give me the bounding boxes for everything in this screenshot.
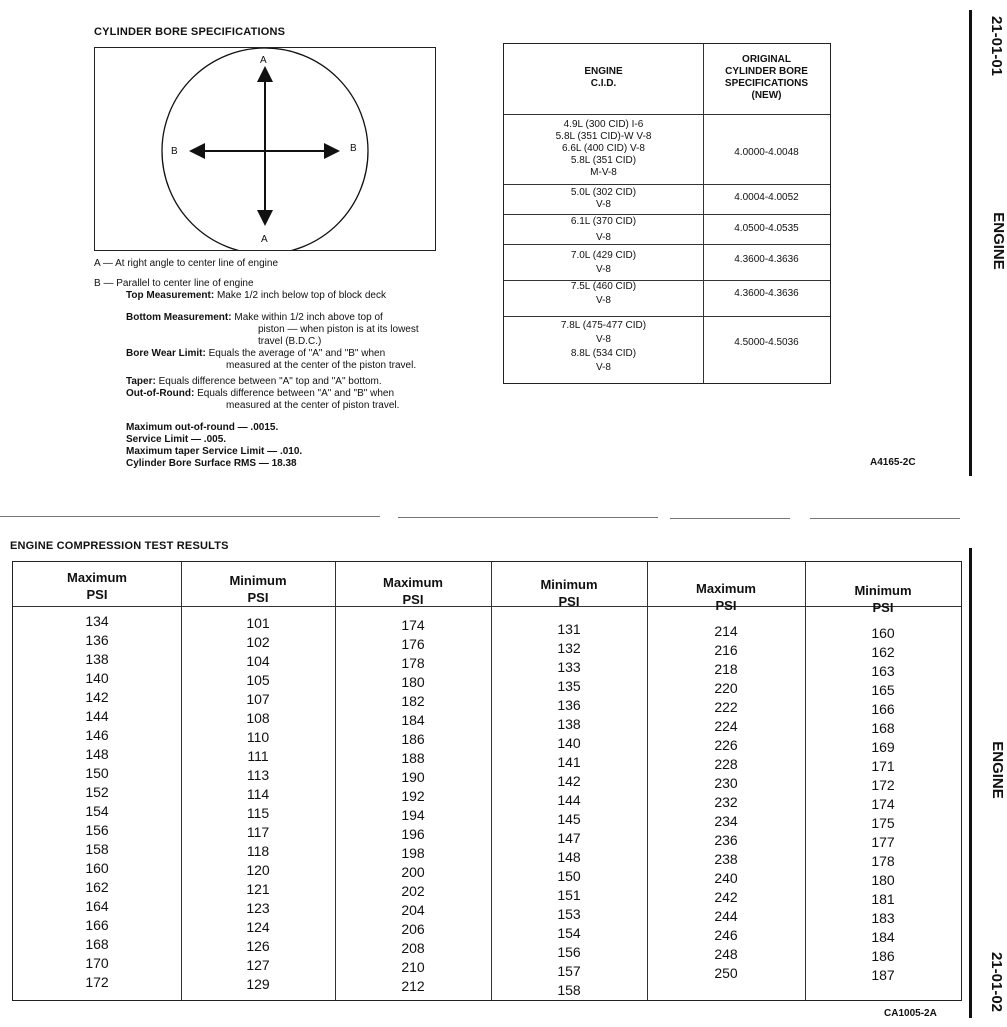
psi-value: 181 [871,891,895,907]
psi-value: 136 [557,697,581,713]
col-header-max-3: Maximum PSI [696,581,756,613]
note-taper: Taper: Equals difference between "A" top and "A" bottom. [126,376,382,387]
spec-row-engine: 4.9L (300 CID) I-6 5.8L (351 CID)-W V-8 6.6L (400 CID) V-8 5.8L (351 CID) M-V-8 [555,119,652,178]
psi-value: 150 [85,765,109,781]
psi-value: 145 [557,811,581,827]
psi-value: 198 [401,845,425,861]
psi-value: 168 [85,936,109,952]
psi-value: 114 [246,786,270,802]
psi-value: 102 [246,634,270,650]
psi-value: 117 [246,824,270,840]
psi-value: 131 [557,621,581,637]
spec-row-value: 4.3600-4.3636 [734,254,799,265]
spec-row-line [504,316,830,317]
psi-value: 136 [85,632,109,648]
psi-value: 157 [557,963,581,979]
psi-value: 194 [401,807,425,823]
note-out-of-round-2: measured at the center of piston travel. [226,400,400,411]
psi-value: 158 [557,982,581,998]
psi-value: 178 [401,655,425,671]
psi-value: 184 [871,929,895,945]
page-separator [0,516,380,517]
psi-value: 169 [871,739,895,755]
col-header-min-2: Minimum PSI [540,577,598,609]
psi-value: 142 [557,773,581,789]
psi-value: 120 [246,862,270,878]
note-bore-wear-limit-2: measured at the center of the piston travel. [226,360,417,371]
psi-value: 177 [871,834,895,850]
psi-value: 164 [85,898,109,914]
psi-value: 121 [246,881,270,897]
spec-row-engine: 7.5L (460 CID) V-8 [570,281,637,306]
psi-value: 104 [246,653,270,669]
note-out-of-round: Out-of-Round: Equals difference between "A" and "B" when [126,388,395,399]
psi-value: 172 [871,777,895,793]
psi-value: 200 [401,864,425,880]
psi-value: 175 [871,815,895,831]
spec-row-line [504,244,830,245]
compression-table [12,561,962,1001]
psi-value: 208 [401,940,425,956]
spec-row-line [504,114,830,115]
psi-value: 118 [246,843,270,859]
psi-value: 115 [246,805,270,821]
psi-value: 204 [401,902,425,918]
psi-value: 111 [247,748,269,764]
col-header-max-1: Maximum PSI [67,570,127,602]
psi-value: 214 [714,623,738,639]
psi-value: 166 [871,701,895,717]
psi-value: 165 [871,682,895,698]
spec-row-line [504,214,830,215]
bore-limits [126,422,486,472]
psi-value: 202 [401,883,425,899]
psi-value: 154 [557,925,581,941]
limit-max-out-of-round: Maximum out-of-round — .0015. [126,422,279,433]
label-a-bottom: A [261,234,268,245]
psi-value: 230 [714,775,738,791]
psi-value: 218 [714,661,738,677]
psi-value: 238 [714,851,738,867]
col-values-min-3 [805,624,961,985]
psi-value: 152 [85,784,109,800]
psi-value: 124 [246,919,270,935]
psi-value: 127 [246,957,270,973]
label-b-right: B [350,143,357,154]
side-engine-top: ENGINE [990,212,1007,270]
spec-row-value: 4.5000-4.5036 [734,337,799,348]
psi-value: 148 [85,746,109,762]
bore-notes [126,290,486,420]
compression-figure-code: CA1005-2A [884,1008,937,1019]
psi-value: 172 [85,974,109,990]
note-top-measurement: Top Measurement: Make 1/2 inch below top of block deck [126,290,386,301]
bore-spec-table [503,43,831,384]
psi-value: 182 [401,693,425,709]
bore-circle-diagram [95,48,435,250]
psi-value: 144 [85,708,109,724]
psi-value: 158 [85,841,109,857]
psi-value: 244 [714,908,738,924]
limit-service: Service Limit — .005. [126,434,227,445]
psi-value: 180 [871,872,895,888]
psi-value: 192 [401,788,425,804]
psi-value: 220 [714,680,738,696]
note-bottom-measurement-2: piston — when piston is at its lowest [258,324,419,335]
side-rule-top [969,10,972,476]
col-header-max-2: Maximum PSI [383,575,443,607]
bore-legend [94,258,474,288]
psi-value: 147 [557,830,581,846]
col-values-max-1 [13,612,181,992]
note-bottom-measurement: Bottom Measurement: Make within 1/2 inch above top of [126,312,383,323]
psi-value: 224 [714,718,738,734]
psi-value: 178 [871,853,895,869]
psi-value: 142 [85,689,109,705]
psi-value: 154 [85,803,109,819]
psi-value: 141 [557,754,581,770]
spec-row-value: 4.3600-4.3636 [734,288,799,299]
psi-value: 188 [401,750,425,766]
psi-value: 210 [401,959,425,975]
psi-value: 105 [246,672,270,688]
psi-value: 187 [871,967,895,983]
psi-value: 234 [714,813,738,829]
col-values-max-3 [647,622,805,983]
psi-value: 250 [714,965,738,981]
psi-value: 138 [557,716,581,732]
psi-value: 126 [246,938,270,954]
limit-surface-rms: Cylinder Bore Surface RMS — 18.38 [126,458,297,469]
col-header-min-1: Minimum PSI [229,573,287,605]
psi-value: 186 [871,948,895,964]
psi-value: 129 [246,976,270,992]
psi-value: 196 [401,826,425,842]
header-engine: ENGINE C.I.D. [584,66,623,89]
spec-row-value: 4.0500-4.0535 [734,223,799,234]
compression-title: ENGINE COMPRESSION TEST RESULTS [10,540,229,552]
label-a-top: A [260,55,267,66]
side-rule-bottom [969,548,972,1018]
spec-row-engine: 6.1L (370 CID) V-8 [570,216,637,243]
psi-value: 153 [557,906,581,922]
psi-value: 160 [85,860,109,876]
legend-b: B — Parallel to center line of engine [94,278,254,289]
note-bottom-measurement-3: travel (B.D.C.) [258,336,322,347]
psi-value: 101 [246,615,270,631]
psi-value: 228 [714,756,738,772]
page-separator [398,517,658,518]
psi-value: 146 [85,727,109,743]
limit-max-taper: Maximum taper Service Limit — .010. [126,446,303,457]
psi-value: 148 [557,849,581,865]
psi-value: 174 [871,796,895,812]
psi-value: 184 [401,712,425,728]
psi-value: 151 [557,887,581,903]
spec-row-engine: 7.8L (475-477 CID) V-8 8.8L (534 CID) V-8 [560,320,647,373]
psi-value: 180 [401,674,425,690]
spec-row-line [504,184,830,185]
side-code-bottom: 21-01-02 [988,951,1005,1013]
psi-value: 174 [401,617,425,633]
psi-value: 156 [557,944,581,960]
psi-value: 190 [401,769,425,785]
col-values-min-1 [181,614,335,994]
spec-row-value: 4.0000-4.0048 [734,147,799,158]
psi-value: 123 [246,900,270,916]
psi-value: 113 [246,767,270,783]
psi-value: 246 [714,927,738,943]
legend-a: A — At right angle to center line of engine [94,258,279,269]
col-values-max-2 [335,616,491,996]
psi-value: 170 [85,955,109,971]
psi-value: 135 [557,678,581,694]
col-values-min-2 [491,620,647,1000]
psi-value: 163 [871,663,895,679]
psi-value: 107 [246,691,270,707]
side-code-top: 21-01-01 [988,15,1005,77]
psi-value: 156 [85,822,109,838]
psi-value: 133 [557,659,581,675]
spec-row-value: 4.0004-4.0052 [734,192,799,203]
psi-value: 144 [557,792,581,808]
psi-value: 132 [557,640,581,656]
psi-value: 186 [401,731,425,747]
psi-value: 171 [871,758,895,774]
psi-value: 110 [246,729,270,745]
bore-figure-code: A4165-2C [870,457,916,468]
psi-value: 162 [85,879,109,895]
psi-value: 212 [401,978,425,994]
bore-diagram [94,47,436,251]
page-separator [670,518,790,519]
psi-value: 183 [871,910,895,926]
note-bore-wear-limit: Bore Wear Limit: Equals the average of "A" and "B" when [126,348,386,359]
psi-value: 138 [85,651,109,667]
psi-value: 232 [714,794,738,810]
psi-value: 140 [85,670,109,686]
col-header-min-3: Minimum PSI [854,583,912,615]
psi-value: 240 [714,870,738,886]
psi-value: 150 [557,868,581,884]
header-spec: ORIGINAL CYLINDER BORE SPECIFICATIONS (NEW) [724,54,809,101]
psi-value: 216 [714,642,738,658]
psi-value: 226 [714,737,738,753]
psi-value: 160 [871,625,895,641]
spec-row-engine: 5.0L (302 CID) V-8 [570,187,637,210]
psi-value: 248 [714,946,738,962]
bore-section-title: CYLINDER BORE SPECIFICATIONS [94,26,286,38]
psi-value: 222 [714,699,738,715]
psi-value: 206 [401,921,425,937]
psi-value: 140 [557,735,581,751]
psi-value: 162 [871,644,895,660]
psi-value: 134 [85,613,109,629]
side-engine-bottom: ENGINE [989,741,1006,799]
psi-value: 242 [714,889,738,905]
psi-value: 236 [714,832,738,848]
psi-value: 108 [246,710,270,726]
psi-value: 168 [871,720,895,736]
spec-row-engine: 7.0L (429 CID) V-8 [570,250,637,275]
page-separator [810,518,960,519]
psi-value: 176 [401,636,425,652]
label-b-left: B [171,146,178,157]
psi-value: 166 [85,917,109,933]
